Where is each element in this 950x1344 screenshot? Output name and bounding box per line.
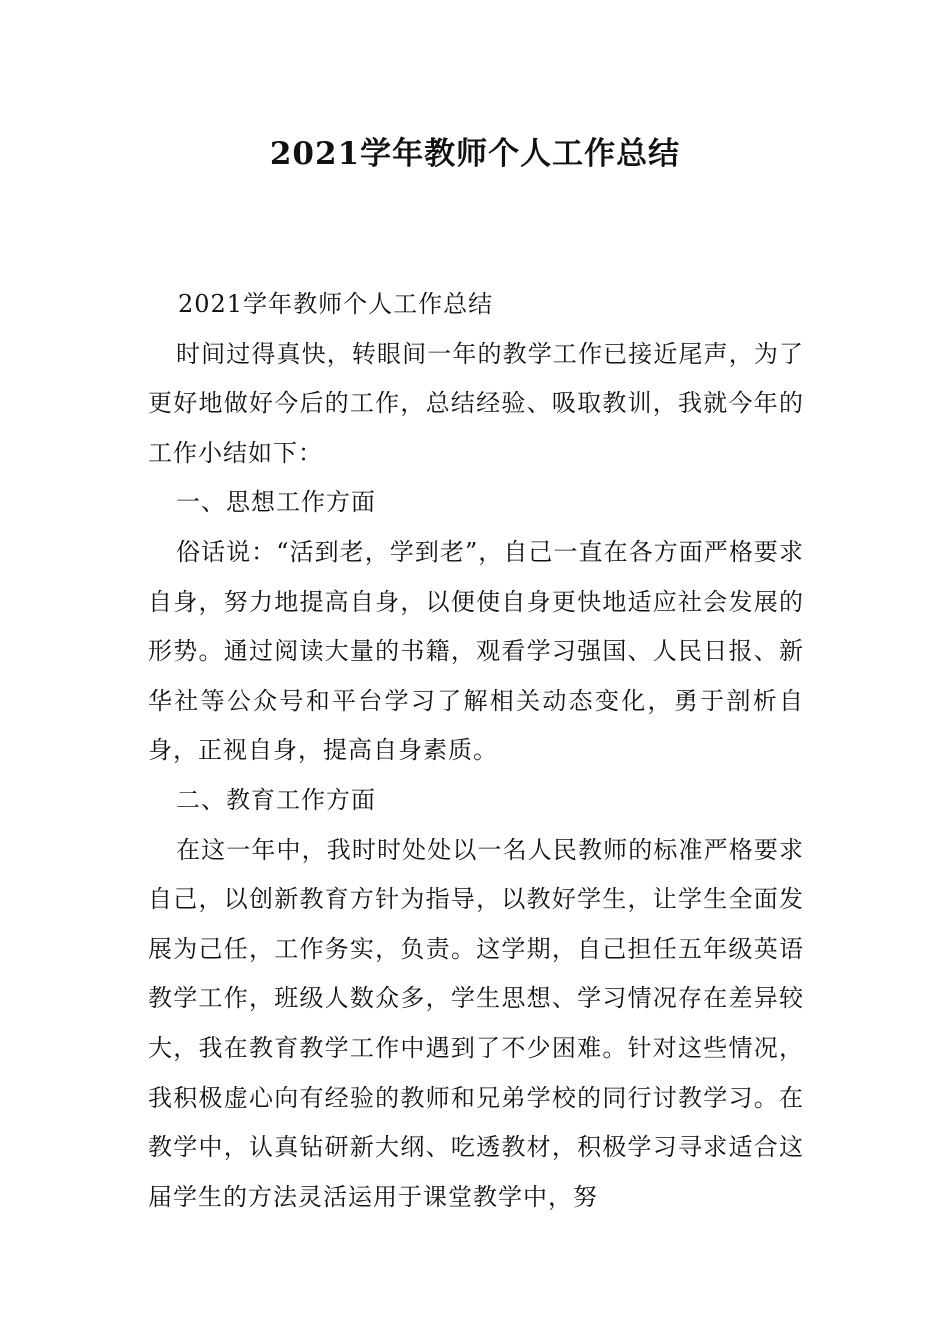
document-subtitle: 2021学年教师个人工作总结 <box>178 290 494 318</box>
document-title: 2021学年教师个人工作总结 <box>269 136 681 172</box>
section-heading-thought: 一、思想工作方面 <box>176 488 376 517</box>
paragraph-intro: 时间过得真快，转眼间一年的教学工作已接近尾声，为了更好地做好今后的工作，总结经验、吸取教训，我就今年的工作小结如下： <box>148 339 804 467</box>
document-body <box>148 280 804 1222</box>
paragraph-thought: 俗话说：“活到老，学到老”，自己一直在各方面严格要求自身，努力地提高自身，以便使自身更快地适应社会发展的形势。通过阅读大量的书籍，观看学习强国、人民日报、新华社等公众号和平台学习了解相关动态变化，勇于剖析自身，正视自身，提高自身素质。 <box>148 537 804 765</box>
paragraph-education: 在这一年中，我时时处处以一名人民教师的标准严格要求自己，以创新教育方针为指导，以教好学生，让学生全面发展为己任，工作务实，负责。这学期，自己担任五年级英语教学工作，班级人数众多，学生思想、学习情况存在差异较大，我在教育教学工作中遇到了不少困难。针对这些情况，我积极虚心向有经验的教师和兄弟学校的同行讨教学习。在教学中，认真钻研新大纲、吃透教材，积极学习寻求适合这届学生的方法灵活运用于课堂教学中，努 <box>148 835 804 1211</box>
section-heading-education: 二、教育工作方面 <box>176 785 376 814</box>
